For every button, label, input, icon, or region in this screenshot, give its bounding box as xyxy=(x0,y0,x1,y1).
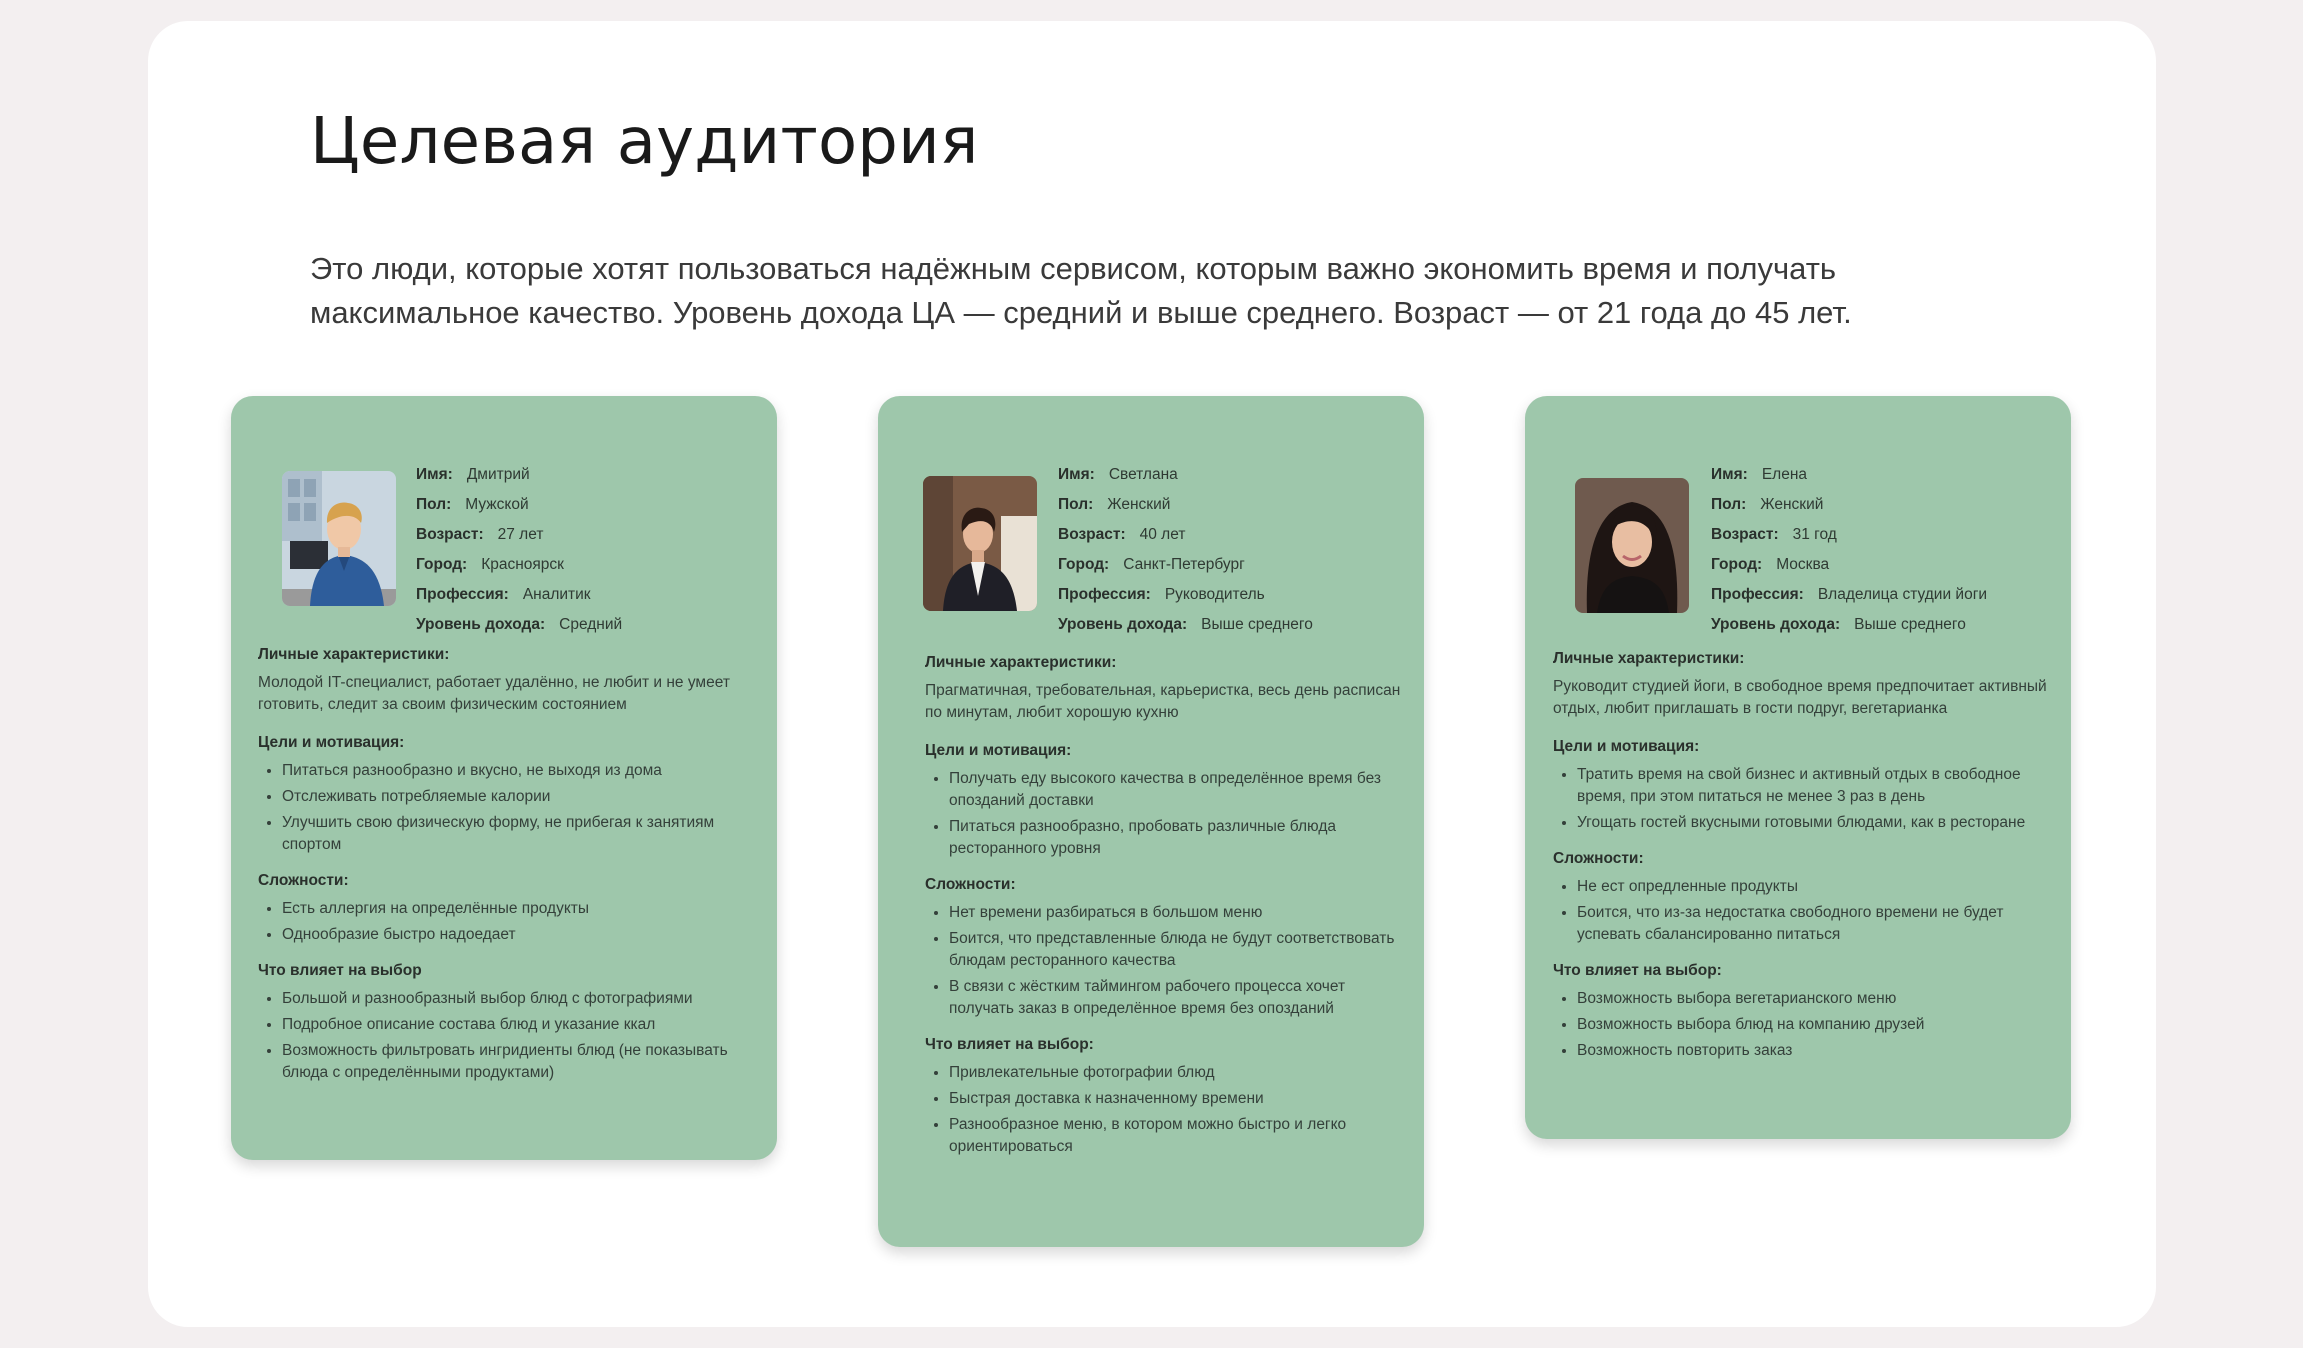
persona-card-dmitry xyxy=(231,396,777,1160)
list-item: • Угощать гостей вкусными готовыми блюдами, как в ресторане xyxy=(1577,812,2053,834)
pains-list xyxy=(925,902,1406,1020)
list-item: • Возможность фильтровать ингридиенты блюд (не показывать блюда с определёнными продуктами) xyxy=(282,1040,759,1084)
persona-facts xyxy=(1058,460,1313,640)
goals-title: Цели и мотивация: xyxy=(258,734,405,751)
traits-title: Личные характеристики: xyxy=(925,654,1117,671)
fact-profession: Профессия: Владелица студии йоги xyxy=(1711,586,1988,603)
goals-list xyxy=(1553,764,2053,834)
woman-portrait-icon xyxy=(1575,478,1689,613)
fact-name: Имя: Дмитрий xyxy=(416,466,530,483)
fact-city: Город: Красноярск xyxy=(416,556,564,573)
choice-list xyxy=(258,988,759,1084)
fact-city: Город: Москва xyxy=(1711,556,1830,573)
list-item: • Возможность повторить заказ xyxy=(1577,1040,2053,1062)
fact-name: Имя: Светлана xyxy=(1058,466,1178,483)
fact-income: Уровень дохода: Выше среднего xyxy=(1058,616,1313,633)
goals-list xyxy=(925,768,1406,860)
pains-list xyxy=(1553,876,2053,946)
list-item: • Не ест опредленные продукты xyxy=(1577,876,2053,898)
persona-card-elena xyxy=(1525,396,2071,1139)
list-item: • Разнообразное меню, в котором можно быстро и легко ориентироваться xyxy=(949,1114,1406,1158)
fact-income: Уровень дохода: Средний xyxy=(416,616,623,633)
list-item: • Однообразие быстро надоедает xyxy=(282,924,759,946)
fact-profession: Профессия: Руководитель xyxy=(1058,586,1265,603)
goals-title: Цели и мотивация: xyxy=(1553,738,1700,755)
list-item: • Привлекательные фотографии блюд xyxy=(949,1062,1406,1084)
fact-age: Возраст: 27 лет xyxy=(416,526,544,543)
list-item: • Питаться разнообразно, пробовать различные блюда ресторанного уровня xyxy=(949,816,1406,860)
list-item: • Получать еду высокого качества в определённое время без опозданий доставки xyxy=(949,768,1406,812)
choice-list xyxy=(925,1062,1406,1158)
list-item: • Возможность выбора блюд на компанию друзей xyxy=(1577,1014,2053,1036)
traits-text: Молодой IT-специалист, работает удалённо, не любит и не умеет готовить, следит за своим физическим состоянием xyxy=(258,674,730,713)
list-item: • Большой и разнообразный выбор блюд с фотографиями xyxy=(282,988,759,1010)
fact-city: Город: Санкт-Петербург xyxy=(1058,556,1245,573)
list-item: • Есть аллергия на определённые продукты xyxy=(282,898,759,920)
choice-title: Что влияет на выбор: xyxy=(1553,962,1722,979)
fact-name: Имя: Елена xyxy=(1711,466,1807,483)
fact-income: Уровень дохода: Выше среднего xyxy=(1711,616,1966,633)
choice-list xyxy=(1553,988,2053,1062)
list-item: • В связи с жёстким таймингом рабочего процесса хочет получать заказ в определённое время без опозданий xyxy=(949,976,1406,1020)
fact-gender: Пол: Женский xyxy=(1711,496,1824,513)
intro-text: Это люди, которые хотят пользоваться надёжным сервисом, которым важно экономить время и получать максимальное качество. Уровень дохода ЦА — средний и выше среднего. Возраст — от 21 года до 45 лет. xyxy=(310,251,1852,330)
choice-title: Что влияет на выбор: xyxy=(925,1036,1094,1053)
persona-details xyxy=(258,644,759,1098)
list-item: • Быстрая доставка к назначенному времени xyxy=(949,1088,1406,1110)
fact-gender: Пол: Мужской xyxy=(416,496,529,513)
fact-gender: Пол: Женский xyxy=(1058,496,1171,513)
page-title: Целевая аудитория xyxy=(310,105,979,179)
list-item: • Боится, что из-за недостатка свободного времени не будет успевать сбалансированно питаться xyxy=(1577,902,2053,946)
list-item: • Улучшить свою физическую форму, не прибегая к занятиям спортом xyxy=(282,812,759,856)
choice-title: Что влияет на выбор xyxy=(258,962,422,979)
avatar-photo xyxy=(1575,478,1689,613)
persona-facts xyxy=(1711,460,1987,640)
list-item: • Отслеживать потребляемые калории xyxy=(282,786,759,808)
pains-title: Сложности: xyxy=(1553,850,1644,867)
traits-text: Прагматичная, требовательная, карьеристка, весь день расписан по минутам, любит хорошую кухню xyxy=(925,682,1401,721)
fact-age: Возраст: 40 лет xyxy=(1058,526,1186,543)
list-item: • Нет времени разбираться в большом меню xyxy=(949,902,1406,924)
persona-card-svetlana xyxy=(878,396,1424,1247)
list-item: • Возможность выбора вегетарианского меню xyxy=(1577,988,2053,1010)
pains-title: Сложности: xyxy=(925,876,1016,893)
traits-text: Руководит студией йоги, в свободное время предпочитает активный отдых, любит приглашать в гости подруг, вегетарианка xyxy=(1553,678,2047,717)
persona-facts xyxy=(416,460,622,640)
avatar-photo xyxy=(282,471,396,606)
list-item: • Питаться разнообразно и вкусно, не выходя из дома xyxy=(282,760,759,782)
pains-list xyxy=(258,898,759,946)
persona-details xyxy=(1553,648,2053,1076)
list-item: • Боится, что представленные блюда не будут соответствовать блюдам ресторанного качества xyxy=(949,928,1406,972)
fact-age: Возраст: 31 год xyxy=(1711,526,1837,543)
traits-title: Личные характеристики: xyxy=(1553,650,1745,667)
pains-title: Сложности: xyxy=(258,872,349,889)
goals-list xyxy=(258,760,759,856)
woman-portrait-icon xyxy=(923,476,1037,611)
avatar-photo xyxy=(923,476,1037,611)
list-item: • Подробное описание состава блюд и указание ккал xyxy=(282,1014,759,1036)
man-portrait-icon xyxy=(282,471,396,606)
goals-title: Цели и мотивация: xyxy=(925,742,1072,759)
traits-title: Личные характеристики: xyxy=(258,646,450,663)
fact-profession: Профессия: Аналитик xyxy=(416,586,591,603)
list-item: • Тратить время на свой бизнес и активный отдых в свободное время, при этом питаться не менее 3 раз в день xyxy=(1577,764,2053,808)
persona-details xyxy=(925,652,1406,1172)
